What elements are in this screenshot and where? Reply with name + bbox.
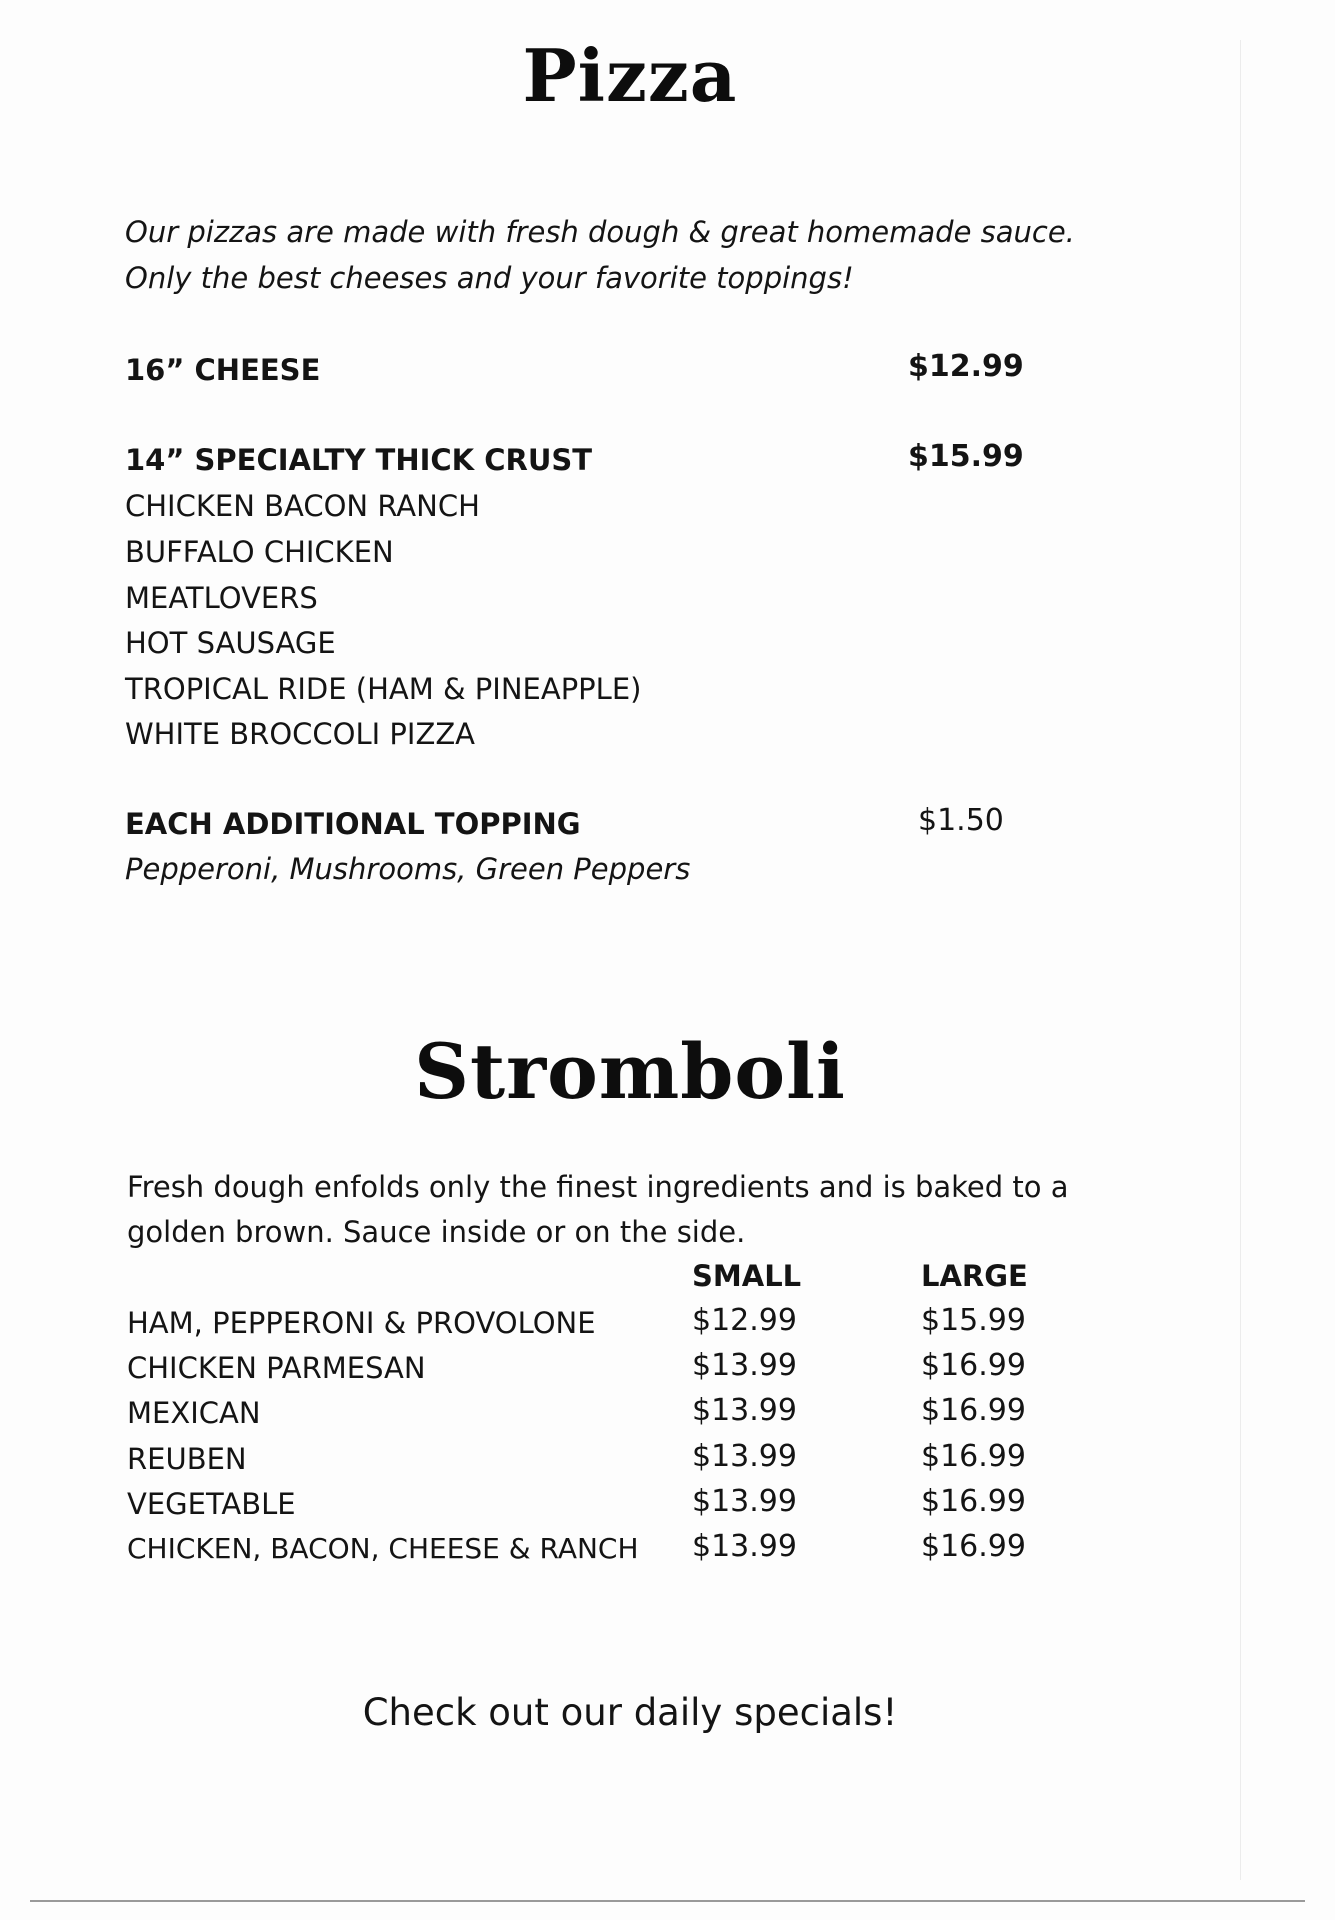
- stromboli-row-name: REUBEN: [127, 1442, 247, 1476]
- specialty-crust-name: 14” SPECIALTY THICK CRUST: [125, 443, 593, 477]
- stromboli-row-large-price: $16.99: [921, 1348, 1026, 1383]
- specialty-item: HOT SAUSAGE: [125, 626, 336, 660]
- specialty-item: WHITE BROCCOLI PIZZA: [125, 717, 476, 751]
- specialty-item: MEATLOVERS: [125, 581, 318, 615]
- stromboli-row-large-price: $15.99: [921, 1303, 1026, 1338]
- stromboli-row-name: HAM, PEPPERONI & PROVOLONE: [127, 1306, 596, 1340]
- stromboli-row-small-price: $13.99: [692, 1393, 797, 1428]
- pizza-heading: Pizza: [522, 33, 738, 118]
- stromboli-row-name: MEXICAN: [127, 1396, 261, 1430]
- specialty-crust-price: $15.99: [908, 439, 1024, 474]
- stromboli-row-large-price: $16.99: [921, 1484, 1026, 1519]
- stromboli-row-small-price: $13.99: [692, 1529, 797, 1564]
- specialty-item: TROPICAL RIDE (HAM & PINEAPPLE): [125, 672, 642, 706]
- daily-specials-note: Check out our daily specials!: [362, 1691, 898, 1734]
- cheese-pizza-price: $12.99: [908, 349, 1024, 384]
- stromboli-row-large-price: $16.99: [921, 1439, 1026, 1474]
- stromboli-description-line-1: Fresh dough enfolds only the finest ingredients and is baked to a: [127, 1170, 1069, 1204]
- stromboli-description-line-2: golden brown. Sauce inside or on the side.: [127, 1215, 746, 1249]
- stromboli-row-name: VEGETABLE: [127, 1487, 296, 1521]
- large-column-header: LARGE: [921, 1259, 1028, 1293]
- stromboli-row-small-price: $13.99: [692, 1348, 797, 1383]
- additional-topping-name: EACH ADDITIONAL TOPPING: [125, 807, 581, 841]
- stromboli-row-name: CHICKEN PARMESAN: [127, 1351, 426, 1385]
- stromboli-row-large-price: $16.99: [921, 1529, 1026, 1564]
- page-edge-shadow: [1240, 40, 1241, 1880]
- stromboli-row-small-price: $13.99: [692, 1439, 797, 1474]
- stromboli-row-name: CHICKEN, BACON, CHEESE & RANCH: [127, 1532, 639, 1565]
- pizza-description-line-2: Only the best cheeses and your favorite toppings!: [125, 261, 854, 295]
- bottom-divider: [30, 1900, 1305, 1902]
- small-column-header: SMALL: [692, 1259, 802, 1293]
- specialty-item: CHICKEN BACON RANCH: [125, 489, 480, 523]
- topping-examples: Pepperoni, Mushrooms, Green Peppers: [125, 852, 691, 886]
- pizza-description-line-1: Our pizzas are made with fresh dough & great homemade sauce.: [125, 215, 1075, 249]
- additional-topping-price: $1.50: [918, 803, 1004, 838]
- stromboli-row-small-price: $13.99: [692, 1484, 797, 1519]
- stromboli-heading: Stromboli: [414, 1027, 846, 1116]
- cheese-pizza-name: 16” CHEESE: [125, 353, 321, 387]
- specialty-item: BUFFALO CHICKEN: [125, 535, 394, 569]
- stromboli-row-large-price: $16.99: [921, 1393, 1026, 1428]
- stromboli-row-small-price: $12.99: [692, 1303, 797, 1338]
